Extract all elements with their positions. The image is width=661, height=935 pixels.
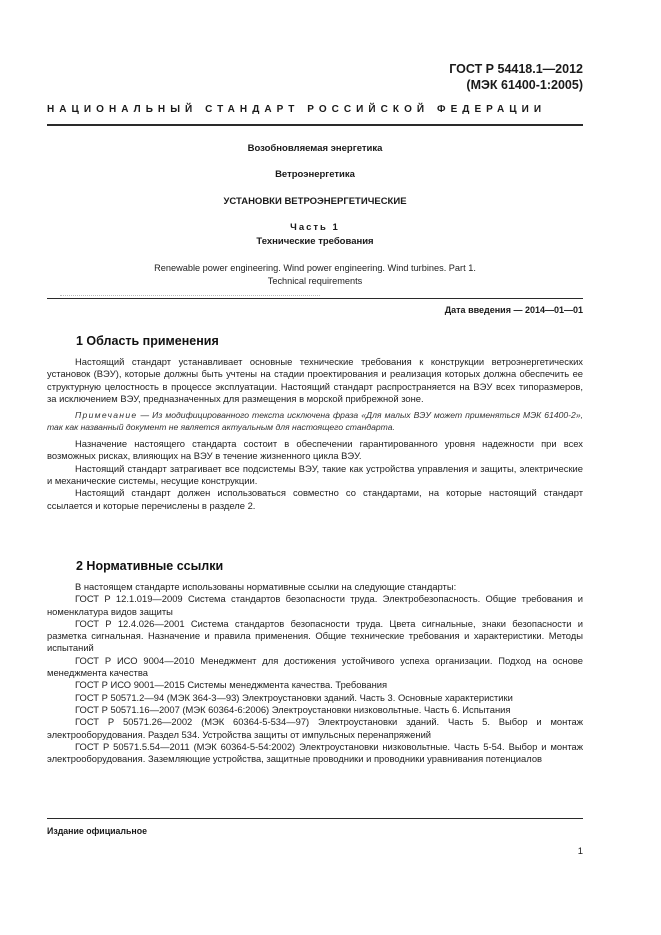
section1-note <box>47 410 583 433</box>
title-subfield: Ветроэнергетика <box>275 169 355 180</box>
section1-paragraph: Настоящий стандарт устанавливает основные технические требования к конструкции ветроэнергетических установок (ВЭУ), которые должны быть учтены на стадии проектирования и реализация которых должна обеспечить ее структурную целостность в процессе эксплуатации. Настоящий стандарт распространяется на ВЭУ всех типоразмеров, за исключением ВЭУ, предназначенных для размещения в морской прибрежной зоне. <box>47 356 583 404</box>
scan-artifact <box>60 295 320 296</box>
section1-paragraph: Настоящий стандарт затрагивает все подсистемы ВЭУ, такие как устройства управления и защиты, электрические и механические системы, несущие конструкции. <box>47 462 583 487</box>
reference-item: ГОСТ Р 50571.2—94 (МЭК 364-3—93) Электроустановки зданий. Часть 3. Основные характеристики <box>75 691 513 703</box>
document-number <box>449 61 583 93</box>
english-title-line1: Renewable power engineering. Wind power engineering. Wind turbines. Part 1. <box>154 263 476 273</box>
reference-item: ГОСТ Р ИСО 9001—2015 Системы менеджмента качества. Требования <box>75 679 388 691</box>
national-standard-banner: НАЦИОНАЛЬНЫЙ СТАНДАРТ РОССИЙСКОЙ ФЕДЕРАЦИИ <box>47 104 547 115</box>
note-text: — Из модифицированного текста исключена фраза «Для малых ВЭУ может применяться МЭК 61400-2», так как названный документ не является актуальным для настоящего стандарта. <box>47 410 583 432</box>
reference-item: ГОСТ Р 12.1.019—2009 Система стандартов безопасности труда. Электробезопасность. Общие требования и номенклатура видов защиты <box>47 593 583 617</box>
reference-item: ГОСТ Р ИСО 9004—2010 Менеджмент для достижения устойчивого успеха организации. Подход на основе менеджмента качества <box>47 654 583 679</box>
note-label: Примечание <box>75 410 138 421</box>
title-field: Возобновляемая энергетика <box>247 143 383 154</box>
title-part-name: Технические требования <box>256 236 374 247</box>
reference-item: В настоящем стандарте использованы нормативные ссылки на следующие стандарты: <box>75 581 457 592</box>
footer-rule <box>47 818 583 819</box>
reference-item: ГОСТ Р 50571.16—2007 (МЭК 60364-6:2006) Электроустановки низковольтные. Часть 6. Испытания <box>75 703 511 715</box>
section2-heading: 2 Нормативные ссылки <box>76 559 224 573</box>
title-rule <box>47 298 583 299</box>
section1-heading: 1 Область применения <box>76 334 219 348</box>
title-part: Часть 1 <box>290 222 340 233</box>
section1-body <box>47 356 583 512</box>
introduction-date: Дата введения — 2014—01—01 <box>444 305 583 315</box>
section1-paragraph: Назначение настоящего стандарта состоит в обеспечении гарантированного уровня надежности при всех возможных рисках, влияющих на ВЭУ в течение жизненного цикла ВЭУ. <box>47 438 583 462</box>
reference-item: ГОСТ Р 12.4.026—2001 Система стандартов безопасности труда. Цвета сигнальные, знаки безопасности и разметка сигнальная. Назначение и правила применения. Общие технические требования и характеристики. Методы испытаний <box>47 617 583 654</box>
document-number-line1: ГОСТ Р 54418.1—2012 <box>449 62 583 76</box>
english-title <box>47 262 583 287</box>
title-main: УСТАНОВКИ ВЕТРОЭНЕРГЕТИЧЕСКИЕ <box>223 196 407 207</box>
section2-body <box>47 581 583 765</box>
official-edition-label: Издание официальное <box>47 826 147 836</box>
section1-paragraph: Настоящий стандарт должен использоваться совместно со стандартами, на которые настоящий стандарт ссылается и которые перечислены в разделе 2. <box>47 487 583 511</box>
reference-item: ГОСТ Р 50571.26—2002 (МЭК 60364-5-534—97) Электроустановки зданий. Часть 5. Выбор и монтаж электрооборудования. Раздел 534. Устройства защиты от импульсных перенапряжений <box>47 716 583 740</box>
header-rule <box>47 124 583 126</box>
document-number-line2: (МЭК 61400-1:2005) <box>466 78 583 92</box>
reference-item: ГОСТ Р 50571.5.54—2011 (МЭК 60364-5-54:2002) Электроустановки низковольтные. Часть 5-54. Выбор и монтаж электрооборудования. Заземляющие устройства, защитные проводники и проводники уравнивания потенциалов <box>47 740 583 765</box>
english-title-line2: Technical requirements <box>267 275 363 286</box>
page-number: 1 <box>577 846 583 857</box>
